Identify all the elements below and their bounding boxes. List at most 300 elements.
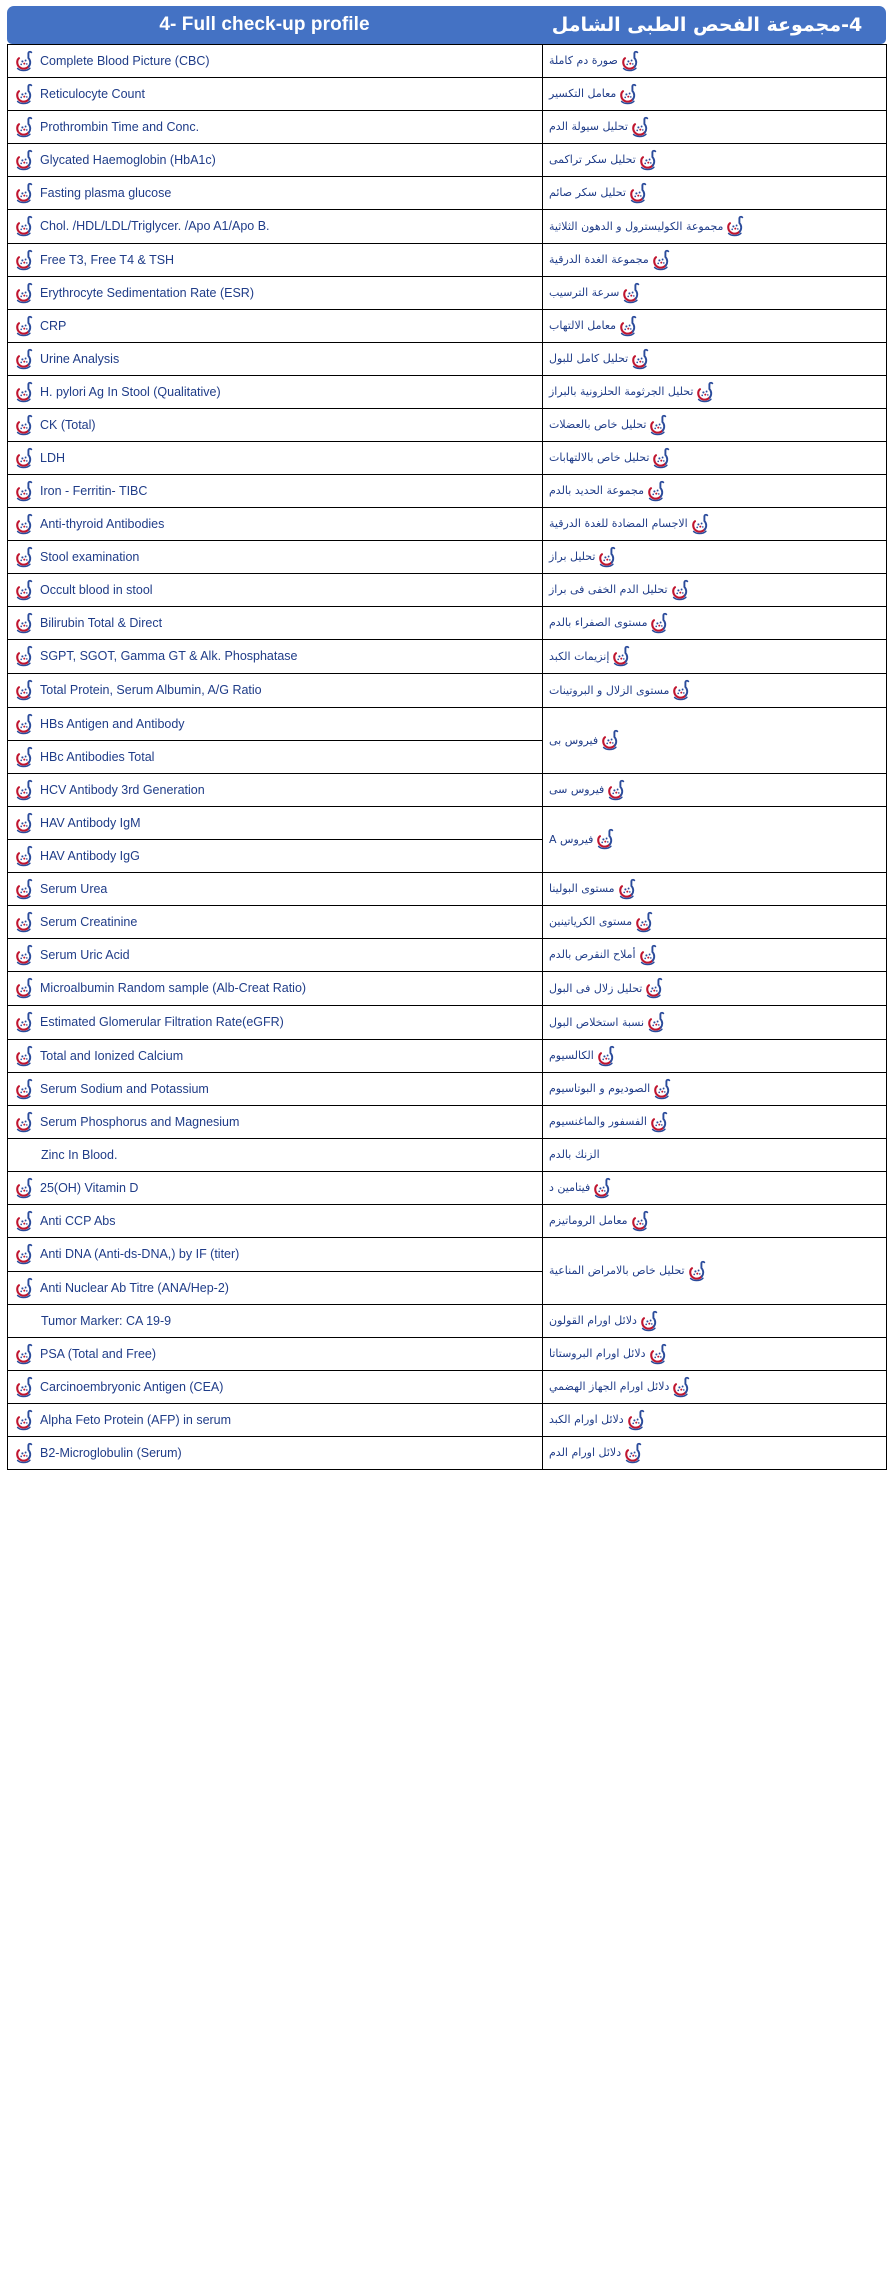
english-cell-inner [8, 310, 542, 342]
test-name-arabic-cell [543, 1371, 887, 1404]
english-cell-inner [8, 210, 542, 243]
blood-drop-lab-icon [639, 944, 660, 967]
test-name-english-cell [8, 741, 543, 774]
test-name-english-cell [8, 939, 543, 972]
blood-drop-lab-icon [691, 513, 712, 536]
test-name-arabic: مجموعة الكوليسترول و الدهون الثلاثية [549, 219, 724, 233]
test-name-arabic-cell [543, 1139, 887, 1172]
blood-drop-lab-icon [15, 1243, 36, 1266]
table-row [8, 873, 887, 906]
blood-drop-lab-icon [652, 249, 673, 272]
blood-drop-lab-icon [598, 546, 619, 569]
test-name-english-cell [8, 442, 543, 475]
blood-drop-lab-icon [15, 1442, 36, 1465]
test-name-english: Serum Urea [40, 881, 108, 896]
test-name-arabic: فيتامين د [549, 1181, 591, 1195]
arabic-cell-inner [543, 1305, 886, 1337]
arabic-cell-inner [543, 343, 886, 375]
english-cell-inner [8, 442, 542, 474]
test-name-english-cell [8, 1139, 543, 1172]
table-row [8, 541, 887, 574]
table-row [8, 1404, 887, 1437]
blood-drop-lab-icon [15, 116, 36, 139]
test-name-english-cell [8, 78, 543, 111]
blood-drop-lab-icon [15, 779, 36, 802]
arabic-cell-inner [543, 78, 886, 110]
english-cell-inner [8, 177, 542, 209]
test-name-arabic: مجموعة الغدة الدرقية [549, 253, 649, 267]
test-name-arabic: تحليل زلال فى البول [549, 981, 643, 995]
test-name-english-cell [8, 177, 543, 210]
test-name-arabic: الصوديوم و البوتاسيوم [549, 1082, 651, 1096]
arabic-cell-inner [543, 1371, 886, 1403]
test-name-arabic: فيروس بى [549, 733, 599, 747]
blood-drop-lab-icon [593, 1177, 614, 1200]
english-cell-inner [8, 376, 542, 408]
blood-drop-lab-icon [672, 679, 693, 702]
blood-drop-lab-icon [612, 645, 633, 668]
test-name-english: Bilirubin Total & Direct [40, 615, 163, 630]
test-name-english: Glycated Haemoglobin (HbA1c) [40, 152, 216, 167]
test-name-arabic-cell [543, 475, 887, 508]
test-name-english: Urine Analysis [40, 351, 120, 366]
test-name-arabic: نسبة استخلاص البول [549, 1015, 645, 1029]
test-name-arabic-cell [543, 343, 887, 376]
test-name-english: Anti DNA (Anti-ds-DNA,) by IF (titer) [40, 1247, 240, 1262]
test-name-english-cell [8, 972, 543, 1006]
table-row [8, 574, 887, 607]
test-name-english: Carcinoembryonic Antigen (CEA) [40, 1379, 224, 1394]
blood-drop-lab-icon [631, 1210, 652, 1233]
test-name-arabic-cell [543, 1305, 887, 1338]
test-name-english: Prothrombin Time and Conc. [40, 119, 200, 134]
arabic-cell-inner [543, 277, 886, 309]
blood-drop-lab-icon [607, 779, 628, 802]
test-name-english-cell [8, 906, 543, 939]
test-name-arabic: مستوى الصفراء بالدم [549, 616, 648, 630]
table-row [8, 1006, 887, 1040]
arabic-cell-inner [543, 45, 886, 77]
test-name-arabic-cell [543, 640, 887, 674]
table-row [8, 708, 887, 741]
blood-drop-lab-icon [621, 50, 642, 73]
arabic-cell-inner [543, 1040, 886, 1072]
blood-drop-lab-icon [652, 447, 673, 470]
english-cell-inner [8, 807, 542, 839]
blood-drop-lab-icon [601, 729, 622, 752]
test-name-english: Zinc In Blood. [41, 1147, 118, 1162]
test-name-arabic-cell [543, 1238, 887, 1305]
arabic-cell-inner [543, 244, 886, 276]
test-name-arabic-cell [543, 541, 887, 574]
test-name-english-cell [8, 376, 543, 409]
blood-drop-lab-icon [15, 249, 36, 272]
test-name-arabic: تحليل الجرثومة الحلزونية بالبراز [549, 385, 694, 399]
table-row [8, 972, 887, 1006]
test-name-arabic: دلائل اورام الجهاز الهضمي [549, 1380, 670, 1394]
blood-drop-lab-icon [15, 612, 36, 635]
test-name-arabic: معامل التكسير [549, 87, 617, 101]
test-name-english-cell [8, 1371, 543, 1404]
test-name-english: HAV Antibody IgM [40, 815, 141, 830]
test-name-english-cell [8, 840, 543, 873]
english-cell-inner [8, 1437, 542, 1469]
test-name-arabic-cell [543, 1040, 887, 1073]
test-name-arabic-cell [543, 45, 887, 78]
test-name-english: Reticulocyte Count [40, 86, 145, 101]
arabic-cell-inner [543, 177, 886, 209]
blood-drop-lab-icon [15, 182, 36, 205]
blood-drop-lab-icon [15, 1078, 36, 1101]
arabic-cell-inner [543, 144, 886, 176]
test-name-english-cell [8, 310, 543, 343]
english-cell-inner [8, 1073, 542, 1105]
test-name-english-cell [8, 708, 543, 741]
blood-drop-lab-icon [15, 944, 36, 967]
test-name-arabic: الكالسيوم [549, 1049, 594, 1063]
arabic-cell-inner [543, 1255, 886, 1288]
table-row [8, 1172, 887, 1205]
test-name-arabic-cell [543, 972, 887, 1006]
table-row [8, 607, 887, 640]
test-name-arabic-cell [543, 873, 887, 906]
table-row [8, 1073, 887, 1106]
test-name-arabic: تحليل سيولة الدم [549, 120, 628, 134]
test-name-arabic-cell [543, 1106, 887, 1139]
test-name-english: Anti CCP Abs [40, 1213, 116, 1228]
blood-drop-lab-icon [15, 1277, 36, 1300]
table-row [8, 475, 887, 508]
english-cell-inner [8, 640, 542, 673]
blood-drop-lab-icon [15, 845, 36, 868]
table-row [8, 45, 887, 78]
test-name-arabic-cell [543, 310, 887, 343]
blood-drop-lab-icon [15, 1409, 36, 1432]
test-name-english-cell [8, 1006, 543, 1040]
blood-drop-lab-icon [635, 911, 656, 934]
blood-drop-lab-icon [645, 977, 666, 1000]
blood-drop-lab-icon [627, 1409, 648, 1432]
english-cell-inner [8, 1139, 542, 1171]
test-name-english-cell [8, 277, 543, 310]
blood-drop-lab-icon [15, 480, 36, 503]
test-name-arabic-cell [543, 1437, 887, 1470]
test-name-arabic-cell [543, 906, 887, 939]
test-name-english: Complete Blood Picture (CBC) [40, 53, 210, 68]
test-name-english-cell [8, 1205, 543, 1238]
test-name-arabic: مستوى البولينا [549, 882, 615, 896]
blood-drop-lab-icon [639, 149, 660, 172]
test-name-english: HCV Antibody 3rd Generation [40, 782, 205, 797]
arabic-cell-inner [543, 939, 886, 971]
test-name-arabic: صورة دم كاملة [549, 54, 618, 68]
test-name-english: LDH [40, 450, 66, 465]
arabic-cell-inner [543, 508, 886, 540]
blood-drop-lab-icon [624, 1442, 645, 1465]
test-name-english-cell [8, 674, 543, 708]
arabic-cell-inner [543, 674, 886, 707]
test-name-arabic-cell [543, 277, 887, 310]
blood-drop-lab-icon [596, 828, 617, 851]
test-name-english: Chol. /HDL/LDL/Triglycer. /Apo A1/Apo B. [40, 219, 270, 234]
blood-drop-lab-icon [15, 1011, 36, 1034]
blood-drop-lab-icon [15, 1343, 36, 1366]
test-name-arabic: مستوى الكرياتينين [549, 915, 633, 929]
test-name-arabic: تحليل خاص بالعضلات [549, 418, 647, 432]
blood-drop-lab-icon [15, 746, 36, 769]
blood-drop-lab-icon [15, 381, 36, 404]
blood-drop-lab-icon [618, 878, 639, 901]
arabic-cell-inner [543, 541, 886, 573]
english-cell-inner [8, 708, 542, 740]
table-row [8, 508, 887, 541]
table-row [8, 807, 887, 840]
table-row [8, 111, 887, 144]
test-name-english: Serum Uric Acid [40, 947, 130, 962]
table-row [8, 409, 887, 442]
blood-drop-lab-icon [15, 1111, 36, 1134]
blood-drop-lab-icon [15, 911, 36, 934]
arabic-cell-inner [543, 1404, 886, 1436]
test-name-english: H. pylori Ag In Stool (Qualitative) [40, 384, 221, 399]
test-name-arabic: تحليل خاص بالالتهابات [549, 451, 650, 465]
table-row [8, 442, 887, 475]
blood-drop-lab-icon [15, 50, 36, 73]
arabic-cell-inner [543, 906, 886, 938]
test-name-english-cell [8, 343, 543, 376]
test-name-arabic: تحليل سكر تراكمى [549, 153, 636, 167]
test-name-english-cell [8, 1073, 543, 1106]
arabic-cell-inner [543, 1106, 886, 1138]
test-name-english-cell [8, 1404, 543, 1437]
arabic-cell-inner [543, 111, 886, 143]
test-name-arabic-cell [543, 1205, 887, 1238]
test-name-arabic-cell [543, 177, 887, 210]
blood-drop-lab-icon [15, 1045, 36, 1068]
test-name-english: SGPT, SGOT, Gamma GT & Alk. Phosphatase [40, 649, 298, 664]
english-cell-inner [8, 343, 542, 375]
arabic-cell-inner [543, 1205, 886, 1237]
banner-bar [7, 6, 886, 44]
table-row [8, 78, 887, 111]
test-name-english-cell [8, 807, 543, 840]
english-cell-inner [8, 1272, 542, 1304]
test-name-arabic: مجموعة الحديد بالدم [549, 484, 644, 498]
test-name-english-cell [8, 475, 543, 508]
blood-drop-lab-icon [619, 315, 640, 338]
english-cell-inner [8, 1371, 542, 1403]
test-name-english-cell [8, 210, 543, 244]
arabic-cell-inner [543, 409, 886, 441]
test-name-english: PSA (Total and Free) [40, 1346, 157, 1361]
table-row [8, 144, 887, 177]
test-name-english: Anti-thyroid Antibodies [40, 516, 165, 531]
blood-drop-lab-icon [647, 1011, 668, 1034]
test-name-english: Estimated Glomerular Filtration Rate(eGFR) [40, 1015, 284, 1030]
english-cell-inner [8, 144, 542, 176]
test-name-arabic-cell [543, 144, 887, 177]
test-name-arabic-cell [543, 1073, 887, 1106]
table-row [8, 177, 887, 210]
banner-title-english: 4- Full check-up profile [159, 14, 370, 35]
english-cell-inner [8, 972, 542, 1005]
english-cell-inner [8, 939, 542, 971]
test-name-english: Serum Phosphorus and Magnesium [40, 1114, 240, 1129]
test-name-english-cell [8, 774, 543, 807]
test-name-arabic-cell [543, 409, 887, 442]
test-name-arabic-cell [543, 1404, 887, 1437]
test-name-arabic: دلائل اورام البروستاتا [549, 1347, 646, 1361]
table-row [8, 277, 887, 310]
test-name-arabic: دلائل اورام الدم [549, 1446, 622, 1460]
english-cell-inner [8, 45, 542, 77]
test-name-arabic: معامل الروماتيزم [549, 1214, 628, 1228]
test-name-arabic: مستوى الزلال و البروتينات [549, 683, 670, 697]
table-row [8, 1437, 887, 1470]
blood-drop-lab-icon [15, 414, 36, 437]
test-name-english: Iron - Ferritin- TIBC [40, 483, 148, 498]
test-name-arabic: سرعة الترسيب [549, 286, 620, 300]
blood-drop-lab-icon [650, 1111, 671, 1134]
blood-drop-lab-icon [15, 315, 36, 338]
arabic-cell-inner [543, 725, 886, 757]
test-name-arabic-cell [543, 708, 887, 774]
test-name-arabic: تحليل براز [549, 550, 596, 564]
table-row [8, 210, 887, 244]
blood-drop-lab-icon [15, 977, 36, 1000]
test-name-english-cell [8, 640, 543, 674]
english-cell-inner [8, 78, 542, 110]
blood-drop-lab-icon [15, 679, 36, 702]
blood-drop-lab-icon [619, 83, 640, 106]
blood-drop-lab-icon [15, 878, 36, 901]
blood-drop-lab-icon [647, 480, 668, 503]
test-name-arabic-cell [543, 111, 887, 144]
test-name-english-cell [8, 873, 543, 906]
table-row [8, 376, 887, 409]
arabic-cell-inner [543, 376, 886, 408]
profile-header-banner [7, 6, 886, 44]
arabic-cell-inner [543, 1139, 886, 1171]
arabic-cell-inner [543, 1338, 886, 1370]
english-cell-inner [8, 1404, 542, 1436]
blood-drop-lab-icon [15, 579, 36, 602]
blood-drop-lab-icon [15, 149, 36, 172]
test-name-english-cell [8, 574, 543, 607]
table-row [8, 1305, 887, 1338]
blood-drop-lab-icon [597, 1045, 618, 1068]
test-name-arabic: تحليل كامل للبول [549, 352, 629, 366]
test-name-english-cell [8, 1106, 543, 1139]
table-row [8, 244, 887, 277]
test-name-arabic-cell [543, 244, 887, 277]
english-cell-inner [8, 1106, 542, 1138]
test-name-english-cell [8, 1272, 543, 1305]
test-name-arabic-cell [543, 1006, 887, 1040]
test-name-arabic-cell [543, 1172, 887, 1205]
table-row [8, 1238, 887, 1272]
banner-title-arabic: 4-مجموعة الفحص الطبى الشامل [551, 14, 863, 36]
arabic-cell-inner [543, 574, 886, 606]
test-name-arabic-cell [543, 807, 887, 873]
english-cell-inner [8, 674, 542, 707]
arabic-cell-inner [543, 310, 886, 342]
table-row [8, 1106, 887, 1139]
english-cell-inner [8, 574, 542, 606]
blood-drop-lab-icon [688, 1260, 709, 1283]
english-cell-inner [8, 1205, 542, 1237]
blood-drop-lab-icon [653, 1078, 674, 1101]
table-row [8, 1139, 887, 1172]
blood-drop-lab-icon [15, 1210, 36, 1233]
test-name-arabic-cell [543, 210, 887, 244]
test-name-arabic: الاجسام المضادة للغدة الدرقية [549, 517, 688, 531]
english-cell-inner [8, 906, 542, 938]
test-name-english: Stool examination [40, 549, 140, 564]
test-name-arabic: دلائل اورام الكبد [549, 1413, 624, 1427]
test-name-english: CRP [40, 318, 67, 333]
blood-drop-lab-icon [15, 513, 36, 536]
blood-drop-lab-icon [696, 381, 717, 404]
table-row [8, 1205, 887, 1238]
test-name-arabic-cell [543, 939, 887, 972]
arabic-cell-inner [543, 774, 886, 806]
test-name-arabic-cell [543, 442, 887, 475]
blood-drop-lab-icon [15, 645, 36, 668]
blood-drop-lab-icon [15, 348, 36, 371]
test-name-arabic-cell [543, 1338, 887, 1371]
arabic-cell-inner [543, 824, 886, 856]
test-name-english: Total Protein, Serum Albumin, A/G Ratio [40, 683, 262, 698]
blood-drop-lab-icon [15, 282, 36, 305]
arabic-cell-inner [543, 1073, 886, 1105]
checkup-profile-table [7, 44, 887, 1470]
blood-drop-lab-icon [726, 215, 747, 238]
test-name-arabic: فيروس سى [549, 783, 605, 797]
table-row [8, 674, 887, 708]
test-name-arabic: أملاح النقرص بالدم [549, 948, 636, 962]
arabic-cell-inner [543, 873, 886, 905]
english-cell-inner [8, 1238, 542, 1271]
test-name-arabic: الفسفور والماغنسيوم [549, 1115, 647, 1129]
table-row [8, 640, 887, 674]
blood-drop-lab-icon [15, 812, 36, 835]
table-row [8, 1040, 887, 1073]
english-cell-inner [8, 1006, 542, 1039]
test-name-english-cell [8, 1172, 543, 1205]
test-name-english: Occult blood in stool [40, 582, 153, 597]
blood-drop-lab-icon [671, 579, 692, 602]
test-name-arabic-cell [543, 674, 887, 708]
test-name-arabic-cell [543, 574, 887, 607]
test-name-english: HBs Antigen and Antibody [40, 716, 185, 731]
table-row [8, 343, 887, 376]
blood-drop-lab-icon [622, 282, 643, 305]
test-name-english: Alpha Feto Protein (AFP) in serum [40, 1412, 232, 1427]
english-cell-inner [8, 1172, 542, 1204]
english-cell-inner [8, 1040, 542, 1072]
test-name-english-cell [8, 1305, 543, 1338]
english-cell-inner [8, 840, 542, 872]
blood-drop-lab-icon [15, 83, 36, 106]
arabic-cell-inner [543, 1006, 886, 1039]
test-name-arabic-cell [543, 78, 887, 111]
test-name-arabic-cell [543, 376, 887, 409]
blood-drop-lab-icon [631, 348, 652, 371]
arabic-cell-inner [543, 1437, 886, 1469]
arabic-cell-inner [543, 210, 886, 243]
table-row [8, 939, 887, 972]
